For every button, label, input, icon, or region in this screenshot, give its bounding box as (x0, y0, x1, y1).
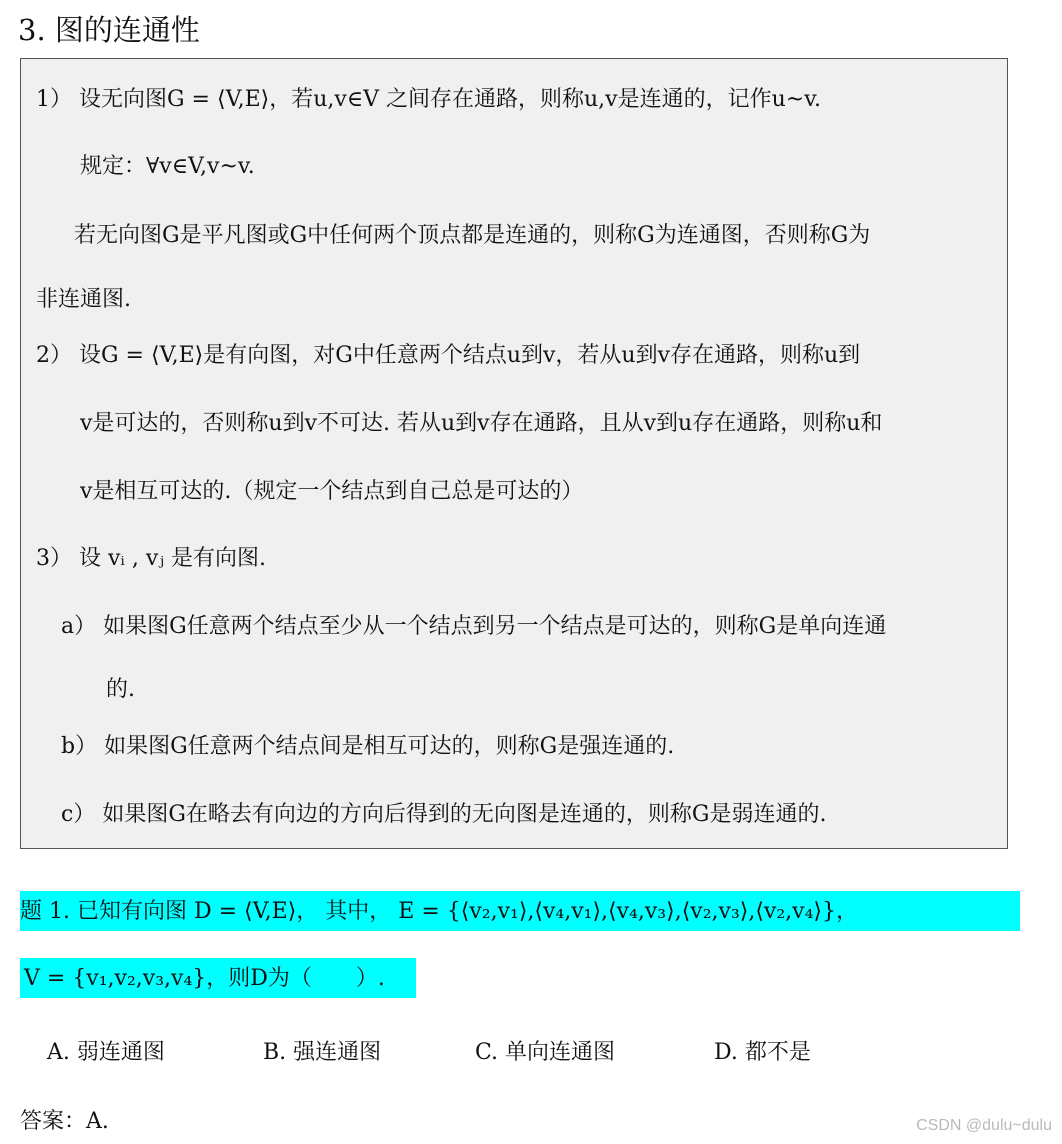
section-title: 3. 图的连通性 (18, 13, 200, 47)
def-line-6: v是可达的，否则称u到v不可达. 若从u到v存在通路，且从v到u存在通路，则称u和 (80, 411, 883, 436)
def-line-5: 2） 设G = ⟨V,E⟩是有向图，对G中任意两个结点u到v，若从u到v存在通路，则称u到 (36, 343, 861, 368)
question-line-1: 题 1. 已知有向图 D = ⟨V,E⟩， 其中， E = {⟨v₂,v₁⟩,⟨v₄,v₁⟩,⟨v₄,v₃⟩,⟨v₂,v₃⟩,⟨v₂,v₄⟩}， (20, 899, 858, 924)
option-a: A. 弱连通图 (47, 1040, 165, 1065)
def-line-8: 3） 设 vᵢ , vⱼ 是有向图. (36, 546, 267, 571)
def-line-12: c） 如果图G在略去有向边的方向后得到的无向图是连通的，则称G是弱连通的. (61, 802, 827, 827)
option-b: B. 强连通图 (263, 1040, 382, 1065)
option-d: D. 都不是 (714, 1040, 811, 1065)
def-line-3: 若无向图G是平凡图或G中任何两个顶点都是连通的，则称G为连通图，否则称G为 (74, 223, 871, 248)
definition-box (20, 58, 1008, 849)
watermark: CSDN @dulu~dulu (916, 1117, 1052, 1134)
def-line-9: a） 如果图G任意两个结点至少从一个结点到另一个结点是可达的，则称G是单向连通 (61, 614, 887, 639)
question-line-2: V = {v₁,v₂,v₃,v₄}，则D为（ ）. (24, 966, 385, 991)
option-c: C. 单向连通图 (475, 1040, 616, 1065)
def-line-7: v是相互可达的.（规定一个结点到自己总是可达的） (80, 479, 584, 504)
def-line-11: b） 如果图G任意两个结点间是相互可达的，则称G是强连通的. (61, 734, 675, 759)
answer-text: 答案：A. (20, 1109, 109, 1134)
def-line-1: 1） 设无向图G = ⟨V,E⟩，若u,v∈V 之间存在通路，则称u,v是连通的，记作u~v. (36, 87, 822, 112)
def-line-4: 非连通图. (36, 287, 131, 312)
def-line-10: 的. (106, 677, 135, 702)
def-line-2: 规定：∀v∈V,v~v. (80, 154, 255, 179)
